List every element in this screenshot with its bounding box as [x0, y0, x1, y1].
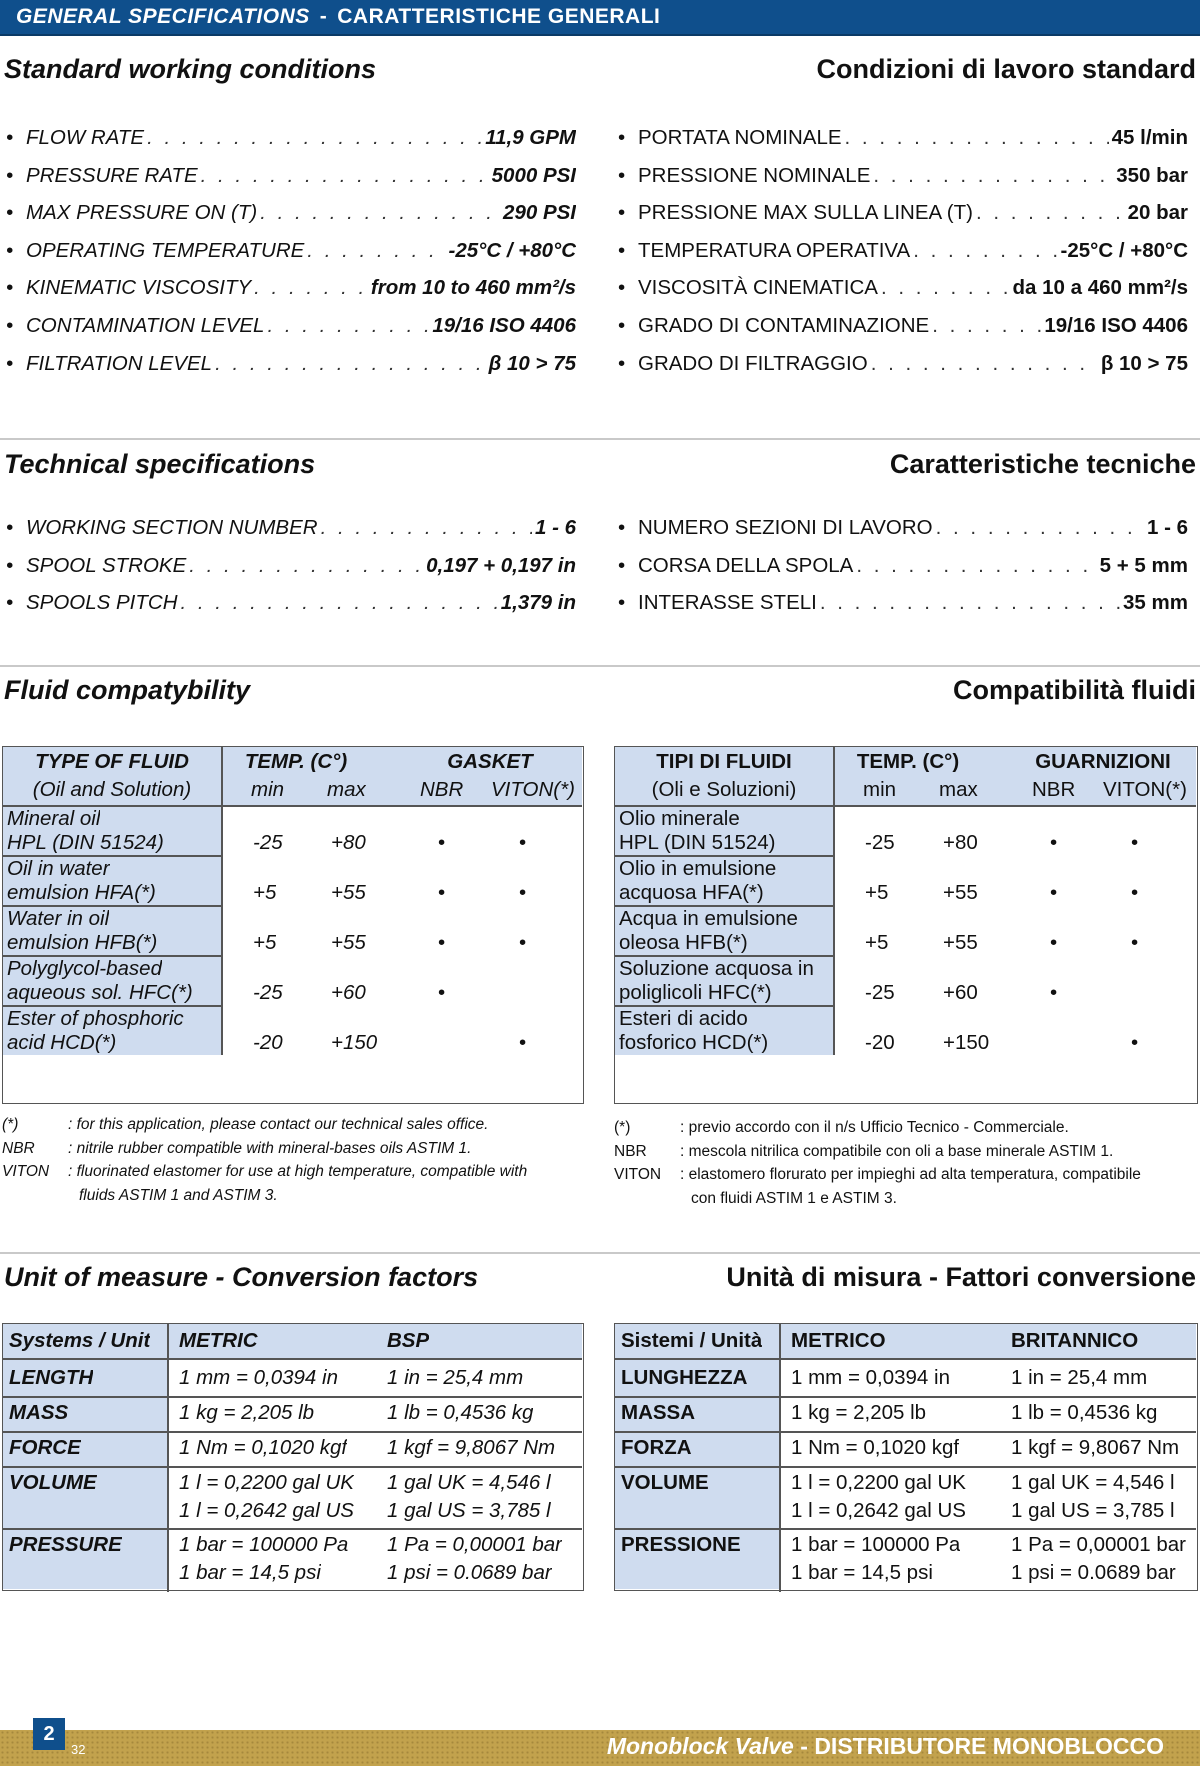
spec-value: 0,197 + 0,197 in — [426, 553, 576, 577]
row-divider — [615, 955, 833, 957]
section-title-units-it: Unità di misura - Fattori conversione — [726, 1262, 1196, 1292]
spec-row — [4, 164, 576, 194]
section-title-fluid-en: Fluid compatybility — [4, 675, 251, 705]
metric-value: 1 bar = 100000 Pa — [179, 1533, 349, 1556]
temp-min: +5 — [253, 931, 277, 954]
bullet: • — [6, 276, 14, 300]
unit-name: FORZA — [621, 1436, 692, 1459]
bullet: • — [6, 201, 14, 225]
spec-label: CONTAMINATION LEVEL — [26, 314, 265, 337]
note-text: : mescola nitrilica compatibile con oli a base minerale ASTIM 1. — [680, 1142, 1114, 1160]
spec-row — [4, 126, 576, 156]
spec-value: 19/16 ISO 4406 — [1044, 314, 1188, 337]
dot-leader — [913, 239, 1057, 263]
spec-row — [616, 314, 1188, 344]
column-divider — [779, 1324, 781, 1592]
temp-min: -20 — [253, 1031, 283, 1054]
spec-label: FLOW RATE — [26, 126, 145, 149]
header-nbr: NBR — [420, 778, 464, 801]
spec-value: -25°C / +80°C — [448, 238, 576, 262]
unit-name: MASSA — [621, 1401, 696, 1424]
header-nbr: NBR — [1032, 778, 1076, 801]
spec-label: PRESSIONE NOMINALE — [638, 163, 871, 187]
spec-value: β 10 > 75 — [488, 351, 576, 375]
header-bsp: BRITANNICO — [1011, 1329, 1139, 1352]
note-text: : previo accordo con il n/s Ufficio Tecnico - Commerciale. — [680, 1119, 1069, 1136]
header-rule — [0, 34, 1200, 36]
row-divider — [615, 1396, 1196, 1398]
bsp-value: 1 kgf = 9,8067 Nm — [1011, 1436, 1180, 1459]
bsp-value: 1 Pa = 0,00001 bar — [387, 1533, 562, 1556]
spec-value: 5 + 5 mm — [1099, 553, 1188, 577]
note-key: VITON — [2, 1163, 50, 1180]
metric-value: 1 kg = 2,205 lb — [791, 1401, 927, 1424]
fluid-name-line2: poliglicoli HFC(*) — [619, 981, 772, 1004]
spec-label: GRADO DI CONTAMINAZIONE — [638, 314, 930, 337]
unit-name: PRESSIONE — [621, 1533, 741, 1556]
row-divider — [3, 1431, 582, 1433]
dot-leader — [976, 201, 1125, 225]
nbr-mark: • — [1050, 981, 1058, 1004]
bullet: • — [618, 591, 626, 615]
section-title-technical-it: Caratteristiche tecniche — [889, 449, 1196, 479]
footer-separator: - — [800, 1733, 808, 1759]
spec-label: PRESSIONE MAX SULLA LINEA (T) — [638, 201, 973, 225]
fluid-name-line1: Olio minerale — [619, 807, 740, 830]
spec-row — [616, 591, 1188, 621]
header-temp-min: min — [863, 778, 897, 801]
spec-row — [616, 554, 1188, 584]
spec-row — [4, 201, 576, 231]
bsp-value: 1 gal US = 3,785 l — [1011, 1499, 1175, 1522]
fluid-compatibility-table-en — [2, 746, 584, 1104]
nbr-mark: • — [438, 881, 446, 904]
bullet: • — [618, 516, 626, 539]
temp-max: +55 — [943, 931, 978, 954]
metric-value: 1 l = 0,2642 gal US — [179, 1499, 354, 1522]
bullet: • — [618, 126, 626, 149]
column-divider — [833, 747, 835, 1055]
header-fluid-type-sub: (Oil and Solution) — [32, 778, 192, 801]
nbr-mark: • — [438, 981, 446, 1004]
bsp-value: 1 gal UK = 4,546 l — [1011, 1471, 1175, 1494]
fluid-name-line1: Acqua in emulsione — [619, 907, 798, 930]
fluid-name-line2: aqueous sol. HFC(*) — [7, 981, 193, 1004]
units-conversion-table-en — [2, 1323, 584, 1591]
fluid-name-line2: emulsion HFA(*) — [7, 881, 156, 904]
section-title-technical-en: Technical specifications — [4, 449, 316, 479]
bullet: • — [618, 238, 626, 262]
metric-value: 1 Nm = 0,1020 kgf — [179, 1436, 348, 1459]
fluid-name-line2: emulsion HFB(*) — [7, 931, 158, 954]
row-divider — [3, 1528, 582, 1530]
fluid-name-line1: Mineral oil — [7, 807, 101, 830]
header-bsp: BSP — [387, 1329, 430, 1352]
spec-row — [616, 164, 1188, 194]
dot-leader — [147, 126, 482, 150]
spec-label: PORTATA NOMINALE — [638, 126, 842, 149]
viton-mark: • — [1131, 931, 1139, 954]
header-title-en: GENERAL SPECIFICATIONS — [16, 5, 310, 28]
nbr-mark: • — [1050, 831, 1058, 854]
bsp-value: 1 gal UK = 4,546 l — [387, 1471, 551, 1494]
bsp-value: 1 in = 25,4 mm — [1011, 1366, 1148, 1389]
unit-name: LENGTH — [9, 1366, 94, 1389]
dot-leader — [260, 201, 500, 225]
fluid-name-line1: Polyglycol-based — [7, 957, 162, 980]
temp-min: -25 — [865, 831, 895, 854]
row-divider — [615, 1005, 833, 1007]
spec-row — [4, 276, 576, 306]
bullet: • — [6, 238, 14, 262]
spec-value: 11,9 GPM — [485, 126, 576, 149]
footer-title — [607, 1733, 1164, 1760]
temp-max: +60 — [943, 981, 978, 1004]
row-divider — [3, 955, 221, 957]
bsp-value: 1 Pa = 0,00001 bar — [1011, 1533, 1186, 1556]
viton-mark: • — [1131, 1031, 1139, 1054]
header-viton: VITON(*) — [491, 778, 575, 801]
spec-value: 1,379 in — [500, 591, 576, 615]
bsp-value: 1 gal US = 3,785 l — [387, 1499, 551, 1522]
temp-max: +55 — [331, 881, 366, 904]
fluid-name-line1: Ester of phosphoric — [7, 1007, 184, 1030]
spec-row — [616, 276, 1188, 306]
bullet: • — [618, 351, 626, 375]
unit-name: PRESSURE — [9, 1533, 122, 1556]
spec-value: 290 PSI — [503, 201, 576, 225]
metric-value: 1 Nm = 0,1020 kgf — [791, 1436, 960, 1459]
fluid-name-line2: fosforico HCD(*) — [619, 1031, 769, 1054]
dot-leader — [307, 239, 445, 263]
metric-value: 1 l = 0,2200 gal UK — [791, 1471, 966, 1494]
spec-row — [4, 591, 576, 621]
bsp-value: 1 psi = 0.0689 bar — [1011, 1561, 1176, 1584]
row-divider — [615, 1528, 1196, 1530]
unit-name: MASS — [9, 1401, 69, 1424]
fluid-name-line1: Soluzione acquosa in — [619, 957, 814, 980]
header-temp: TEMP. (C°) — [856, 750, 960, 773]
bsp-value: 1 psi = 0.0689 bar — [387, 1561, 552, 1584]
note-key: VITON — [614, 1166, 662, 1183]
note-key: NBR — [2, 1139, 35, 1157]
spec-value: 1 - 6 — [1146, 516, 1188, 539]
dot-leader — [845, 126, 1109, 150]
dot-leader — [201, 164, 489, 188]
metric-value: 1 l = 0,2642 gal US — [791, 1499, 966, 1522]
metric-value: 1 bar = 100000 Pa — [791, 1533, 961, 1556]
note-key: (*) — [2, 1116, 19, 1133]
header-temp-max: max — [327, 778, 366, 801]
bullet: • — [6, 516, 14, 539]
header-gasket: GUARNIZIONI — [1035, 750, 1171, 773]
nbr-mark: • — [438, 931, 446, 954]
footer-title-it: DISTRIBUTORE MONOBLOCCO — [814, 1733, 1164, 1759]
nbr-mark: • — [1050, 881, 1058, 904]
header-gasket: GASKET — [447, 750, 533, 773]
page-footer — [0, 1730, 1200, 1766]
unit-name: VOLUME — [9, 1471, 97, 1494]
temp-min: +5 — [253, 881, 277, 904]
divider — [0, 665, 1200, 667]
temp-min: -25 — [253, 981, 283, 1004]
bullet: • — [618, 276, 626, 300]
dot-leader — [267, 314, 429, 338]
section-title-standard-it: Condizioni di lavoro standard — [816, 54, 1196, 84]
row-divider — [3, 1005, 221, 1007]
metric-value: 1 bar = 14,5 psi — [791, 1561, 933, 1584]
fluid-name-line1: Water in oil — [7, 907, 110, 930]
section-title-fluid-it: Compatibilità fluidi — [953, 675, 1196, 705]
bullet: • — [618, 163, 626, 187]
fluid-name-line2: acid HCD(*) — [7, 1031, 117, 1054]
temp-min: +5 — [865, 881, 889, 904]
dot-leader — [215, 352, 486, 376]
dot-leader — [181, 591, 498, 615]
header-temp-min: min — [251, 778, 285, 801]
row-divider — [3, 1466, 582, 1468]
row-divider — [615, 1466, 1196, 1468]
spec-row — [4, 516, 576, 546]
row-divider — [3, 1358, 582, 1360]
bsp-value: 1 kgf = 9,8067 Nm — [387, 1436, 556, 1459]
unit-name: LUNGHEZZA — [621, 1366, 748, 1389]
nbr-mark: • — [438, 831, 446, 854]
section-title-standard-en: Standard working conditions — [4, 54, 377, 84]
spec-value: 45 l/min — [1111, 126, 1188, 149]
temp-min: -20 — [865, 1031, 895, 1054]
bullet: • — [6, 351, 14, 375]
divider — [0, 438, 1200, 440]
spec-label: WORKING SECTION NUMBER — [26, 516, 318, 539]
note-text: con fluidi ASTIM 1 e ASTIM 3. — [691, 1189, 897, 1207]
bullet: • — [6, 314, 14, 337]
spec-label: PRESSURE RATE — [26, 163, 198, 187]
temp-max: +55 — [331, 931, 366, 954]
header-metric: METRIC — [179, 1329, 258, 1352]
column-divider — [167, 1324, 169, 1592]
spec-label: INTERASSE STELI — [638, 591, 817, 615]
bullet: • — [618, 553, 626, 577]
bullet: • — [6, 126, 14, 149]
dot-leader — [932, 314, 1041, 338]
note-text: : fluorinated elastomer for use at high temperature, compatible with — [68, 1163, 528, 1180]
header-systems: Systems / Unit — [9, 1329, 151, 1352]
metric-value: 1 kg = 2,205 lb — [179, 1401, 315, 1424]
divider — [0, 1252, 1200, 1254]
temp-min: +5 — [865, 931, 889, 954]
fluid-name-line2: acquosa HFA(*) — [619, 881, 764, 904]
metric-value: 1 mm = 0,0394 in — [179, 1366, 338, 1389]
row-divider — [615, 1431, 1196, 1433]
spec-row — [616, 516, 1188, 546]
spec-label: FILTRATION LEVEL — [26, 351, 213, 375]
viton-mark: • — [519, 881, 527, 904]
bsp-value: 1 lb = 0,4536 kg — [387, 1401, 534, 1424]
temp-max: +150 — [943, 1031, 990, 1054]
unit-name: VOLUME — [621, 1471, 709, 1494]
unit-name: FORCE — [9, 1436, 81, 1459]
spec-row — [616, 239, 1188, 269]
note-text: : nitrile rubber compatible with mineral-bases oils ASTIM 1. — [68, 1139, 472, 1157]
bullet: • — [6, 163, 14, 187]
bullet: • — [6, 553, 14, 577]
spec-value: 19/16 ISO 4406 — [432, 314, 576, 337]
dot-leader — [936, 516, 1144, 540]
dot-leader — [871, 352, 1098, 376]
row-divider — [3, 855, 221, 857]
dot-leader — [873, 164, 1113, 188]
fluid-notes-it — [614, 1116, 1200, 1212]
spec-value: da 10 a 460 mm²/s — [1012, 276, 1188, 300]
spec-value: 5000 PSI — [491, 163, 576, 187]
viton-mark: • — [1131, 831, 1139, 854]
viton-mark: • — [519, 831, 527, 854]
footer-title-en: Monoblock Valve — [606, 1733, 794, 1759]
note-text: : for this application, please contact our technical sales office. — [68, 1116, 489, 1133]
temp-max: +150 — [331, 1031, 378, 1054]
spec-label: MAX PRESSURE ON (T) — [26, 201, 258, 225]
spec-label: SPOOLS PITCH — [26, 591, 178, 615]
nbr-mark: • — [1050, 931, 1058, 954]
header-systems: Sistemi / Unità — [621, 1329, 763, 1352]
viton-mark: • — [519, 1031, 527, 1054]
dot-leader — [820, 591, 1120, 615]
metric-value: 1 bar = 14,5 psi — [179, 1561, 321, 1584]
viton-mark: • — [1131, 881, 1139, 904]
row-divider — [615, 905, 833, 907]
fluid-name-line2: HPL (DIN 51524) — [619, 831, 776, 854]
header-separator: - — [319, 5, 328, 28]
bullet: • — [618, 201, 626, 225]
fluid-notes-en — [2, 1113, 592, 1209]
fluid-compatibility-table-it — [614, 746, 1198, 1104]
spec-label: KINEMATIC VISCOSITY — [26, 276, 252, 300]
spec-label: VISCOSITÀ CINEMATICA — [638, 276, 878, 300]
spec-row — [616, 201, 1188, 231]
spec-label: GRADO DI FILTRAGGIO — [638, 351, 868, 375]
bsp-value: 1 in = 25,4 mm — [387, 1366, 524, 1389]
fluid-name-line1: Olio in emulsione — [619, 857, 777, 880]
header-metric: METRICO — [791, 1329, 886, 1352]
row-divider — [3, 1396, 582, 1398]
dot-leader — [856, 554, 1096, 578]
metric-value: 1 mm = 0,0394 in — [791, 1366, 950, 1389]
temp-max: +80 — [943, 831, 978, 854]
spec-label: TEMPERATURA OPERATIVA — [638, 238, 911, 262]
note-text: : elastomero florurato per impieghi ad alta temperatura, compatibile — [680, 1166, 1141, 1183]
spec-value: 20 bar — [1127, 201, 1188, 225]
spec-label: SPOOL STROKE — [26, 553, 187, 577]
temp-max: +80 — [331, 831, 366, 854]
spec-row — [4, 352, 576, 382]
fluid-name-line1: Esteri di acido — [619, 1007, 748, 1030]
metric-value: 1 l = 0,2200 gal UK — [179, 1471, 354, 1494]
viton-mark: • — [519, 931, 527, 954]
spec-row — [616, 126, 1188, 156]
spec-row — [4, 239, 576, 269]
header-temp-max: max — [939, 778, 978, 801]
dot-leader — [189, 554, 423, 578]
spec-label: NUMERO SEZIONI DI LAVORO — [638, 516, 933, 539]
spec-value: -25°C / +80°C — [1060, 238, 1188, 262]
header-title-it: CARATTERISTICHE GENERALI — [337, 5, 661, 28]
spec-value: 350 bar — [1116, 163, 1188, 187]
column-divider — [221, 747, 223, 1055]
dot-leader — [254, 276, 368, 300]
row-divider — [615, 1358, 1196, 1360]
header-fluid-type: TIPI DI FLUIDI — [656, 750, 792, 773]
page-section-badge: 2 — [33, 1718, 65, 1750]
temp-min: -25 — [253, 831, 283, 854]
spec-value: β 10 > 75 — [1100, 351, 1188, 375]
spec-row — [4, 314, 576, 344]
page-number: 32 — [71, 1742, 86, 1757]
spec-label: OPERATING TEMPERATURE — [26, 238, 305, 262]
note-key: NBR — [614, 1142, 647, 1160]
temp-max: +55 — [943, 881, 978, 904]
spec-value: 1 - 6 — [534, 516, 576, 539]
row-divider — [3, 905, 221, 907]
header-temp: TEMP. (C°) — [244, 750, 348, 773]
section-title-units-en: Unit of measure - Conversion factors — [4, 1262, 479, 1292]
header-fluid-type: TYPE OF FLUID — [35, 750, 189, 773]
row-divider — [615, 855, 833, 857]
fluid-name-line1: Oil in water — [7, 857, 110, 880]
page-header — [0, 0, 1200, 34]
spec-row — [616, 352, 1188, 382]
dot-leader — [881, 276, 1010, 300]
units-conversion-table-it — [614, 1323, 1198, 1591]
spec-value: from 10 to 460 mm²/s — [370, 276, 576, 300]
bsp-value: 1 lb = 0,4536 kg — [1011, 1401, 1158, 1424]
spec-value: 35 mm — [1123, 591, 1188, 615]
bullet: • — [6, 591, 14, 615]
spec-label: CORSA DELLA SPOLA — [638, 553, 854, 577]
note-text: fluids ASTIM 1 and ASTIM 3. — [79, 1186, 278, 1204]
temp-min: -25 — [865, 981, 895, 1004]
fluid-name-line2: HPL (DIN 51524) — [7, 831, 164, 854]
dot-leader — [321, 516, 532, 540]
spec-row — [4, 554, 576, 584]
temp-max: +60 — [331, 981, 366, 1004]
header-fluid-type-sub: (Oli e Soluzioni) — [651, 778, 797, 801]
header-viton: VITON(*) — [1103, 778, 1187, 801]
bullet: • — [618, 314, 626, 337]
fluid-name-line2: oleosa HFB(*) — [619, 931, 748, 954]
note-key: (*) — [614, 1119, 631, 1136]
